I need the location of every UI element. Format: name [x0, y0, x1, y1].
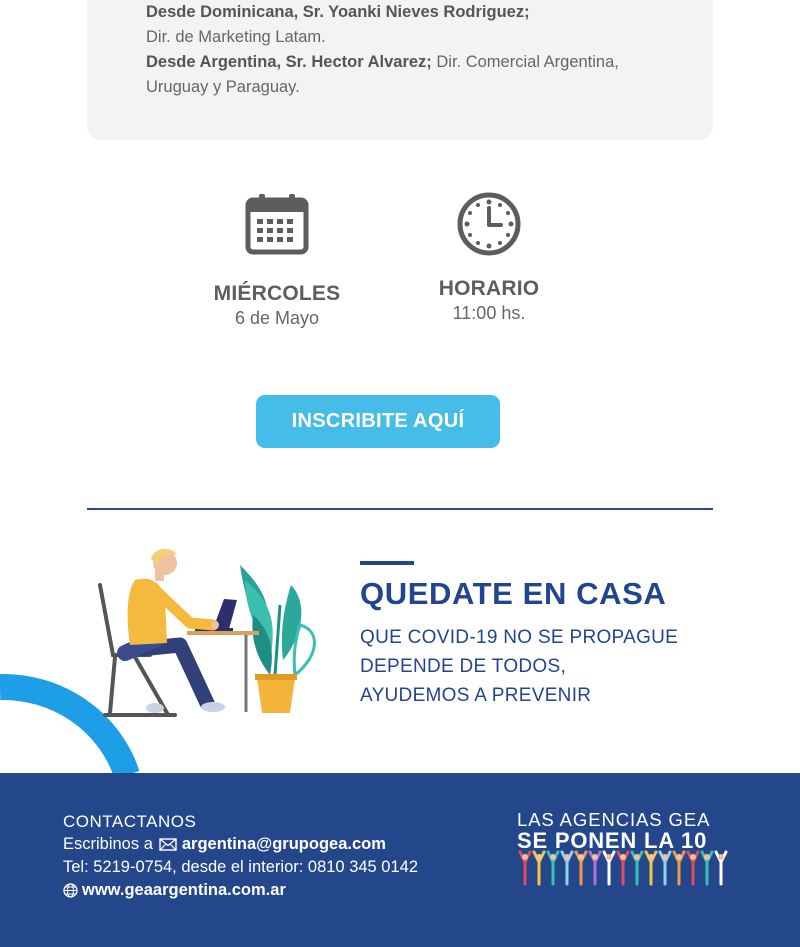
mail-icon	[159, 838, 177, 851]
day-title: MIÉRCOLES	[213, 282, 341, 305]
speaker-line-3	[146, 50, 713, 75]
brand-campaign	[517, 809, 737, 888]
event-time	[409, 277, 569, 324]
email-prefix: Escribinos a	[63, 835, 153, 853]
speaker-2-name: Desde Argentina, Sr. Hector Alvarez;	[146, 53, 432, 71]
day-value: 6 de Mayo	[234, 308, 320, 328]
time-value: 11:00 hs.	[452, 303, 526, 323]
speaker-line-2: Dir. de Marketing Latam.	[146, 28, 326, 46]
brand-bottom-text: SE PONEN LA 10	[517, 828, 708, 853]
phone-row: Tel: 5219-0754, desde el interior: 0810 345 0142	[63, 858, 419, 876]
event-date	[197, 282, 357, 329]
contact-heading: CONTACTANOS	[63, 812, 197, 831]
footer	[0, 773, 800, 947]
speaker-line-1	[146, 0, 713, 25]
contact-section	[63, 810, 418, 902]
message-line-2: DEPENDE DE TODOS,	[360, 656, 567, 677]
message-line-1: QUE COVID-19 NO SE PROPAGUE	[360, 627, 679, 648]
stay-home-message	[360, 623, 678, 710]
website-row	[63, 879, 418, 902]
crowd-illustration	[517, 848, 737, 888]
clock-icon	[456, 191, 522, 257]
work-from-home-illustration	[95, 545, 327, 725]
time-title: HORARIO	[438, 277, 540, 300]
section-divider	[87, 508, 713, 510]
website-link[interactable]: www.geaargentina.com.ar	[82, 881, 286, 899]
message-line-3: AYUDEMOS A PREVENIR	[360, 685, 592, 706]
globe-icon	[63, 883, 78, 898]
brand-top-text: LAS AGENCIAS GEA	[517, 809, 711, 830]
register-button[interactable]: INSCRIBITE AQUÍ	[256, 395, 500, 448]
speaker-line-4: Uruguay y Paraguay.	[146, 78, 300, 96]
speaker-2-role: Dir. Comercial Argentina,	[431, 53, 619, 71]
speakers-box	[87, 0, 713, 140]
speaker-1-name: Desde Dominicana, Sr. Yoanki Nieves Rodriguez;	[146, 3, 530, 21]
title-accent-bar	[360, 561, 414, 565]
stay-home-title: QUEDATE EN CASA	[360, 576, 667, 611]
email-link[interactable]: argentina@grupogea.com	[181, 835, 386, 853]
calendar-icon	[245, 192, 309, 256]
email-row	[63, 833, 418, 856]
